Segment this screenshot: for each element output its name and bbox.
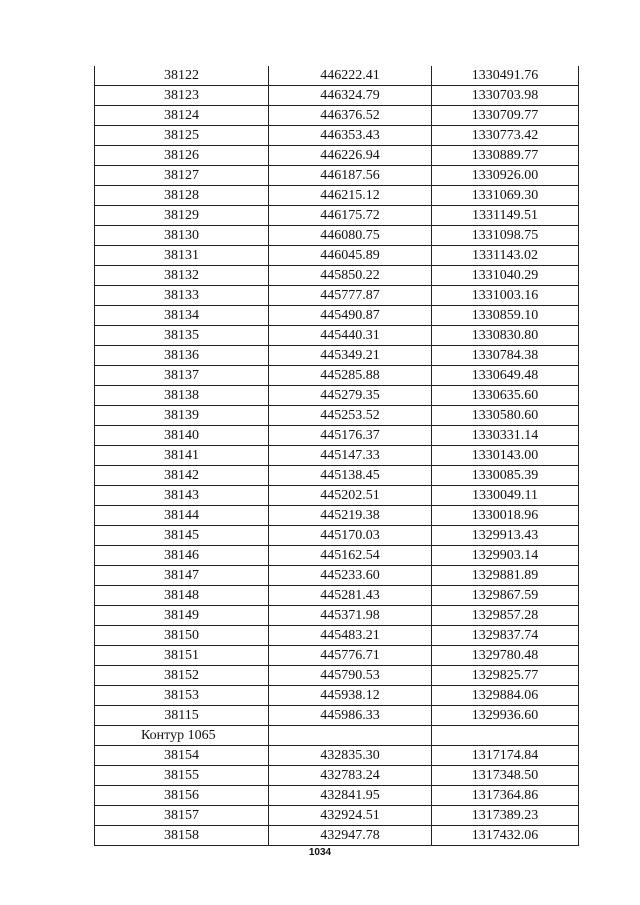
x-coordinate-cell: 445490.87 xyxy=(269,306,432,326)
x-coordinate-cell: 445850.22 xyxy=(269,266,432,286)
table-row xyxy=(95,186,579,206)
point-number-cell: 38152 xyxy=(95,666,269,686)
x-coordinate-cell: 432783.24 xyxy=(269,766,432,786)
y-coordinate-cell: 1330889.77 xyxy=(432,146,579,166)
point-number-cell: 38132 xyxy=(95,266,269,286)
table-row xyxy=(95,206,579,226)
x-coordinate-cell: 445281.43 xyxy=(269,586,432,606)
table-row xyxy=(95,806,579,826)
table-row xyxy=(95,666,579,686)
x-coordinate-cell: 445279.35 xyxy=(269,386,432,406)
y-coordinate-cell: 1330143.00 xyxy=(432,446,579,466)
y-coordinate-cell: 1329867.59 xyxy=(432,586,579,606)
y-coordinate-cell: 1330703.98 xyxy=(432,86,579,106)
x-coordinate-cell: 445219.38 xyxy=(269,506,432,526)
y-coordinate-cell: 1330830.80 xyxy=(432,326,579,346)
x-coordinate-cell: 445986.33 xyxy=(269,706,432,726)
y-coordinate-cell: 1317174.84 xyxy=(432,746,579,766)
x-coordinate-cell: 445777.87 xyxy=(269,286,432,306)
table-row xyxy=(95,286,579,306)
point-number-cell: 38146 xyxy=(95,546,269,566)
y-coordinate-cell: 1330926.00 xyxy=(432,166,579,186)
y-coordinate-cell: 1329780.48 xyxy=(432,646,579,666)
table-row xyxy=(95,506,579,526)
table-row xyxy=(95,306,579,326)
point-number-cell: 38138 xyxy=(95,386,269,406)
x-coordinate-cell: 446080.75 xyxy=(269,226,432,246)
y-coordinate-cell: 1330784.38 xyxy=(432,346,579,366)
x-coordinate-cell: 432924.51 xyxy=(269,806,432,826)
table-row xyxy=(95,426,579,446)
y-coordinate-cell: 1317348.50 xyxy=(432,766,579,786)
y-cell-empty xyxy=(432,726,579,746)
y-coordinate-cell: 1331069.30 xyxy=(432,186,579,206)
point-number-cell: 38157 xyxy=(95,806,269,826)
table-row xyxy=(95,626,579,646)
y-coordinate-cell: 1317364.86 xyxy=(432,786,579,806)
point-number-cell: 38129 xyxy=(95,206,269,226)
table-row xyxy=(95,646,579,666)
x-coordinate-cell: 432835.30 xyxy=(269,746,432,766)
x-coordinate-cell: 446187.56 xyxy=(269,166,432,186)
y-coordinate-cell: 1330635.60 xyxy=(432,386,579,406)
table-row xyxy=(95,686,579,706)
point-number-cell: 38150 xyxy=(95,626,269,646)
y-coordinate-cell: 1331143.02 xyxy=(432,246,579,266)
y-coordinate-cell: 1329837.74 xyxy=(432,626,579,646)
point-number-cell: 38143 xyxy=(95,486,269,506)
table-row xyxy=(95,486,579,506)
y-coordinate-cell: 1329825.77 xyxy=(432,666,579,686)
table-row xyxy=(95,746,579,766)
table-row xyxy=(95,366,579,386)
table-row xyxy=(95,386,579,406)
x-coordinate-cell: 445147.33 xyxy=(269,446,432,466)
table-row xyxy=(95,826,579,846)
table-row xyxy=(95,406,579,426)
table-row xyxy=(95,266,579,286)
x-coordinate-cell: 446215.12 xyxy=(269,186,432,206)
point-number-cell: 38137 xyxy=(95,366,269,386)
point-number-cell: 38145 xyxy=(95,526,269,546)
x-coordinate-cell: 445285.88 xyxy=(269,366,432,386)
coordinate-table xyxy=(94,66,579,846)
y-coordinate-cell: 1331098.75 xyxy=(432,226,579,246)
y-coordinate-cell: 1330580.60 xyxy=(432,406,579,426)
table-row xyxy=(95,546,579,566)
table-row xyxy=(95,446,579,466)
point-number-cell: 38136 xyxy=(95,346,269,366)
table-row xyxy=(95,766,579,786)
table-row xyxy=(95,166,579,186)
point-number-cell: 38126 xyxy=(95,146,269,166)
table-row xyxy=(95,86,579,106)
y-coordinate-cell: 1329936.60 xyxy=(432,706,579,726)
y-coordinate-cell: 1330085.39 xyxy=(432,466,579,486)
point-number-cell: 38148 xyxy=(95,586,269,606)
y-coordinate-cell: 1330773.42 xyxy=(432,126,579,146)
point-number-cell: 38124 xyxy=(95,106,269,126)
x-coordinate-cell: 445776.71 xyxy=(269,646,432,666)
y-coordinate-cell: 1329903.14 xyxy=(432,546,579,566)
x-coordinate-cell: 445483.21 xyxy=(269,626,432,646)
table-row xyxy=(95,606,579,626)
point-number-cell: 38156 xyxy=(95,786,269,806)
x-coordinate-cell: 445233.60 xyxy=(269,566,432,586)
point-number-cell: 38153 xyxy=(95,686,269,706)
y-coordinate-cell: 1317432.06 xyxy=(432,826,579,846)
table-row xyxy=(95,106,579,126)
table-row xyxy=(95,526,579,546)
y-coordinate-cell: 1331003.16 xyxy=(432,286,579,306)
point-number-cell: 38130 xyxy=(95,226,269,246)
y-coordinate-cell: 1330859.10 xyxy=(432,306,579,326)
x-coordinate-cell: 446222.41 xyxy=(269,66,432,86)
y-coordinate-cell: 1317389.23 xyxy=(432,806,579,826)
y-coordinate-cell: 1329913.43 xyxy=(432,526,579,546)
point-number-cell: 38115 xyxy=(95,706,269,726)
table-row xyxy=(95,566,579,586)
x-coordinate-cell: 446226.94 xyxy=(269,146,432,166)
point-number-cell: 38141 xyxy=(95,446,269,466)
y-coordinate-cell: 1329857.28 xyxy=(432,606,579,626)
x-coordinate-cell: 445202.51 xyxy=(269,486,432,506)
point-number-cell: 38127 xyxy=(95,166,269,186)
contour-label: Контур 1065 xyxy=(95,726,269,746)
x-coordinate-cell: 446175.72 xyxy=(269,206,432,226)
table-row xyxy=(95,66,579,86)
x-coordinate-cell: 445176.37 xyxy=(269,426,432,446)
point-number-cell: 38154 xyxy=(95,746,269,766)
point-number-cell: 38142 xyxy=(95,466,269,486)
x-coordinate-cell: 445790.53 xyxy=(269,666,432,686)
table-row xyxy=(95,126,579,146)
point-number-cell: 38158 xyxy=(95,826,269,846)
point-number-cell: 38128 xyxy=(95,186,269,206)
table-row xyxy=(95,466,579,486)
y-coordinate-cell: 1330049.11 xyxy=(432,486,579,506)
contour-header-row xyxy=(95,726,579,746)
table-row xyxy=(95,706,579,726)
point-number-cell: 38123 xyxy=(95,86,269,106)
coordinate-table-body xyxy=(95,66,579,846)
y-coordinate-cell: 1330018.96 xyxy=(432,506,579,526)
x-coordinate-cell: 445349.21 xyxy=(269,346,432,366)
y-coordinate-cell: 1329884.06 xyxy=(432,686,579,706)
x-coordinate-cell: 445170.03 xyxy=(269,526,432,546)
x-coordinate-cell: 446376.52 xyxy=(269,106,432,126)
x-coordinate-cell: 446324.79 xyxy=(269,86,432,106)
y-coordinate-cell: 1330709.77 xyxy=(432,106,579,126)
point-number-cell: 38149 xyxy=(95,606,269,626)
point-number-cell: 38151 xyxy=(95,646,269,666)
x-coordinate-cell: 445371.98 xyxy=(269,606,432,626)
point-number-cell: 38155 xyxy=(95,766,269,786)
x-coordinate-cell: 432841.95 xyxy=(269,786,432,806)
y-coordinate-cell: 1329881.89 xyxy=(432,566,579,586)
table-row xyxy=(95,326,579,346)
point-number-cell: 38125 xyxy=(95,126,269,146)
point-number-cell: 38147 xyxy=(95,566,269,586)
page-number: 1034 xyxy=(308,847,332,858)
x-coordinate-cell: 446045.89 xyxy=(269,246,432,266)
x-coordinate-cell: 445253.52 xyxy=(269,406,432,426)
y-coordinate-cell: 1331149.51 xyxy=(432,206,579,226)
point-number-cell: 38131 xyxy=(95,246,269,266)
point-number-cell: 38134 xyxy=(95,306,269,326)
y-coordinate-cell: 1330491.76 xyxy=(432,66,579,86)
point-number-cell: 38144 xyxy=(95,506,269,526)
table-row xyxy=(95,246,579,266)
table-row xyxy=(95,346,579,366)
x-cell-empty xyxy=(269,726,432,746)
table-row xyxy=(95,586,579,606)
table-row xyxy=(95,146,579,166)
table-row xyxy=(95,226,579,246)
x-coordinate-cell: 445938.12 xyxy=(269,686,432,706)
x-coordinate-cell: 446353.43 xyxy=(269,126,432,146)
point-number-cell: 38135 xyxy=(95,326,269,346)
y-coordinate-cell: 1330649.48 xyxy=(432,366,579,386)
point-number-cell: 38122 xyxy=(95,66,269,86)
point-number-cell: 38139 xyxy=(95,406,269,426)
x-coordinate-cell: 445162.54 xyxy=(269,546,432,566)
x-coordinate-cell: 432947.78 xyxy=(269,826,432,846)
x-coordinate-cell: 445138.45 xyxy=(269,466,432,486)
point-number-cell: 38140 xyxy=(95,426,269,446)
y-coordinate-cell: 1331040.29 xyxy=(432,266,579,286)
x-coordinate-cell: 445440.31 xyxy=(269,326,432,346)
point-number-cell: 38133 xyxy=(95,286,269,306)
table-row xyxy=(95,786,579,806)
y-coordinate-cell: 1330331.14 xyxy=(432,426,579,446)
